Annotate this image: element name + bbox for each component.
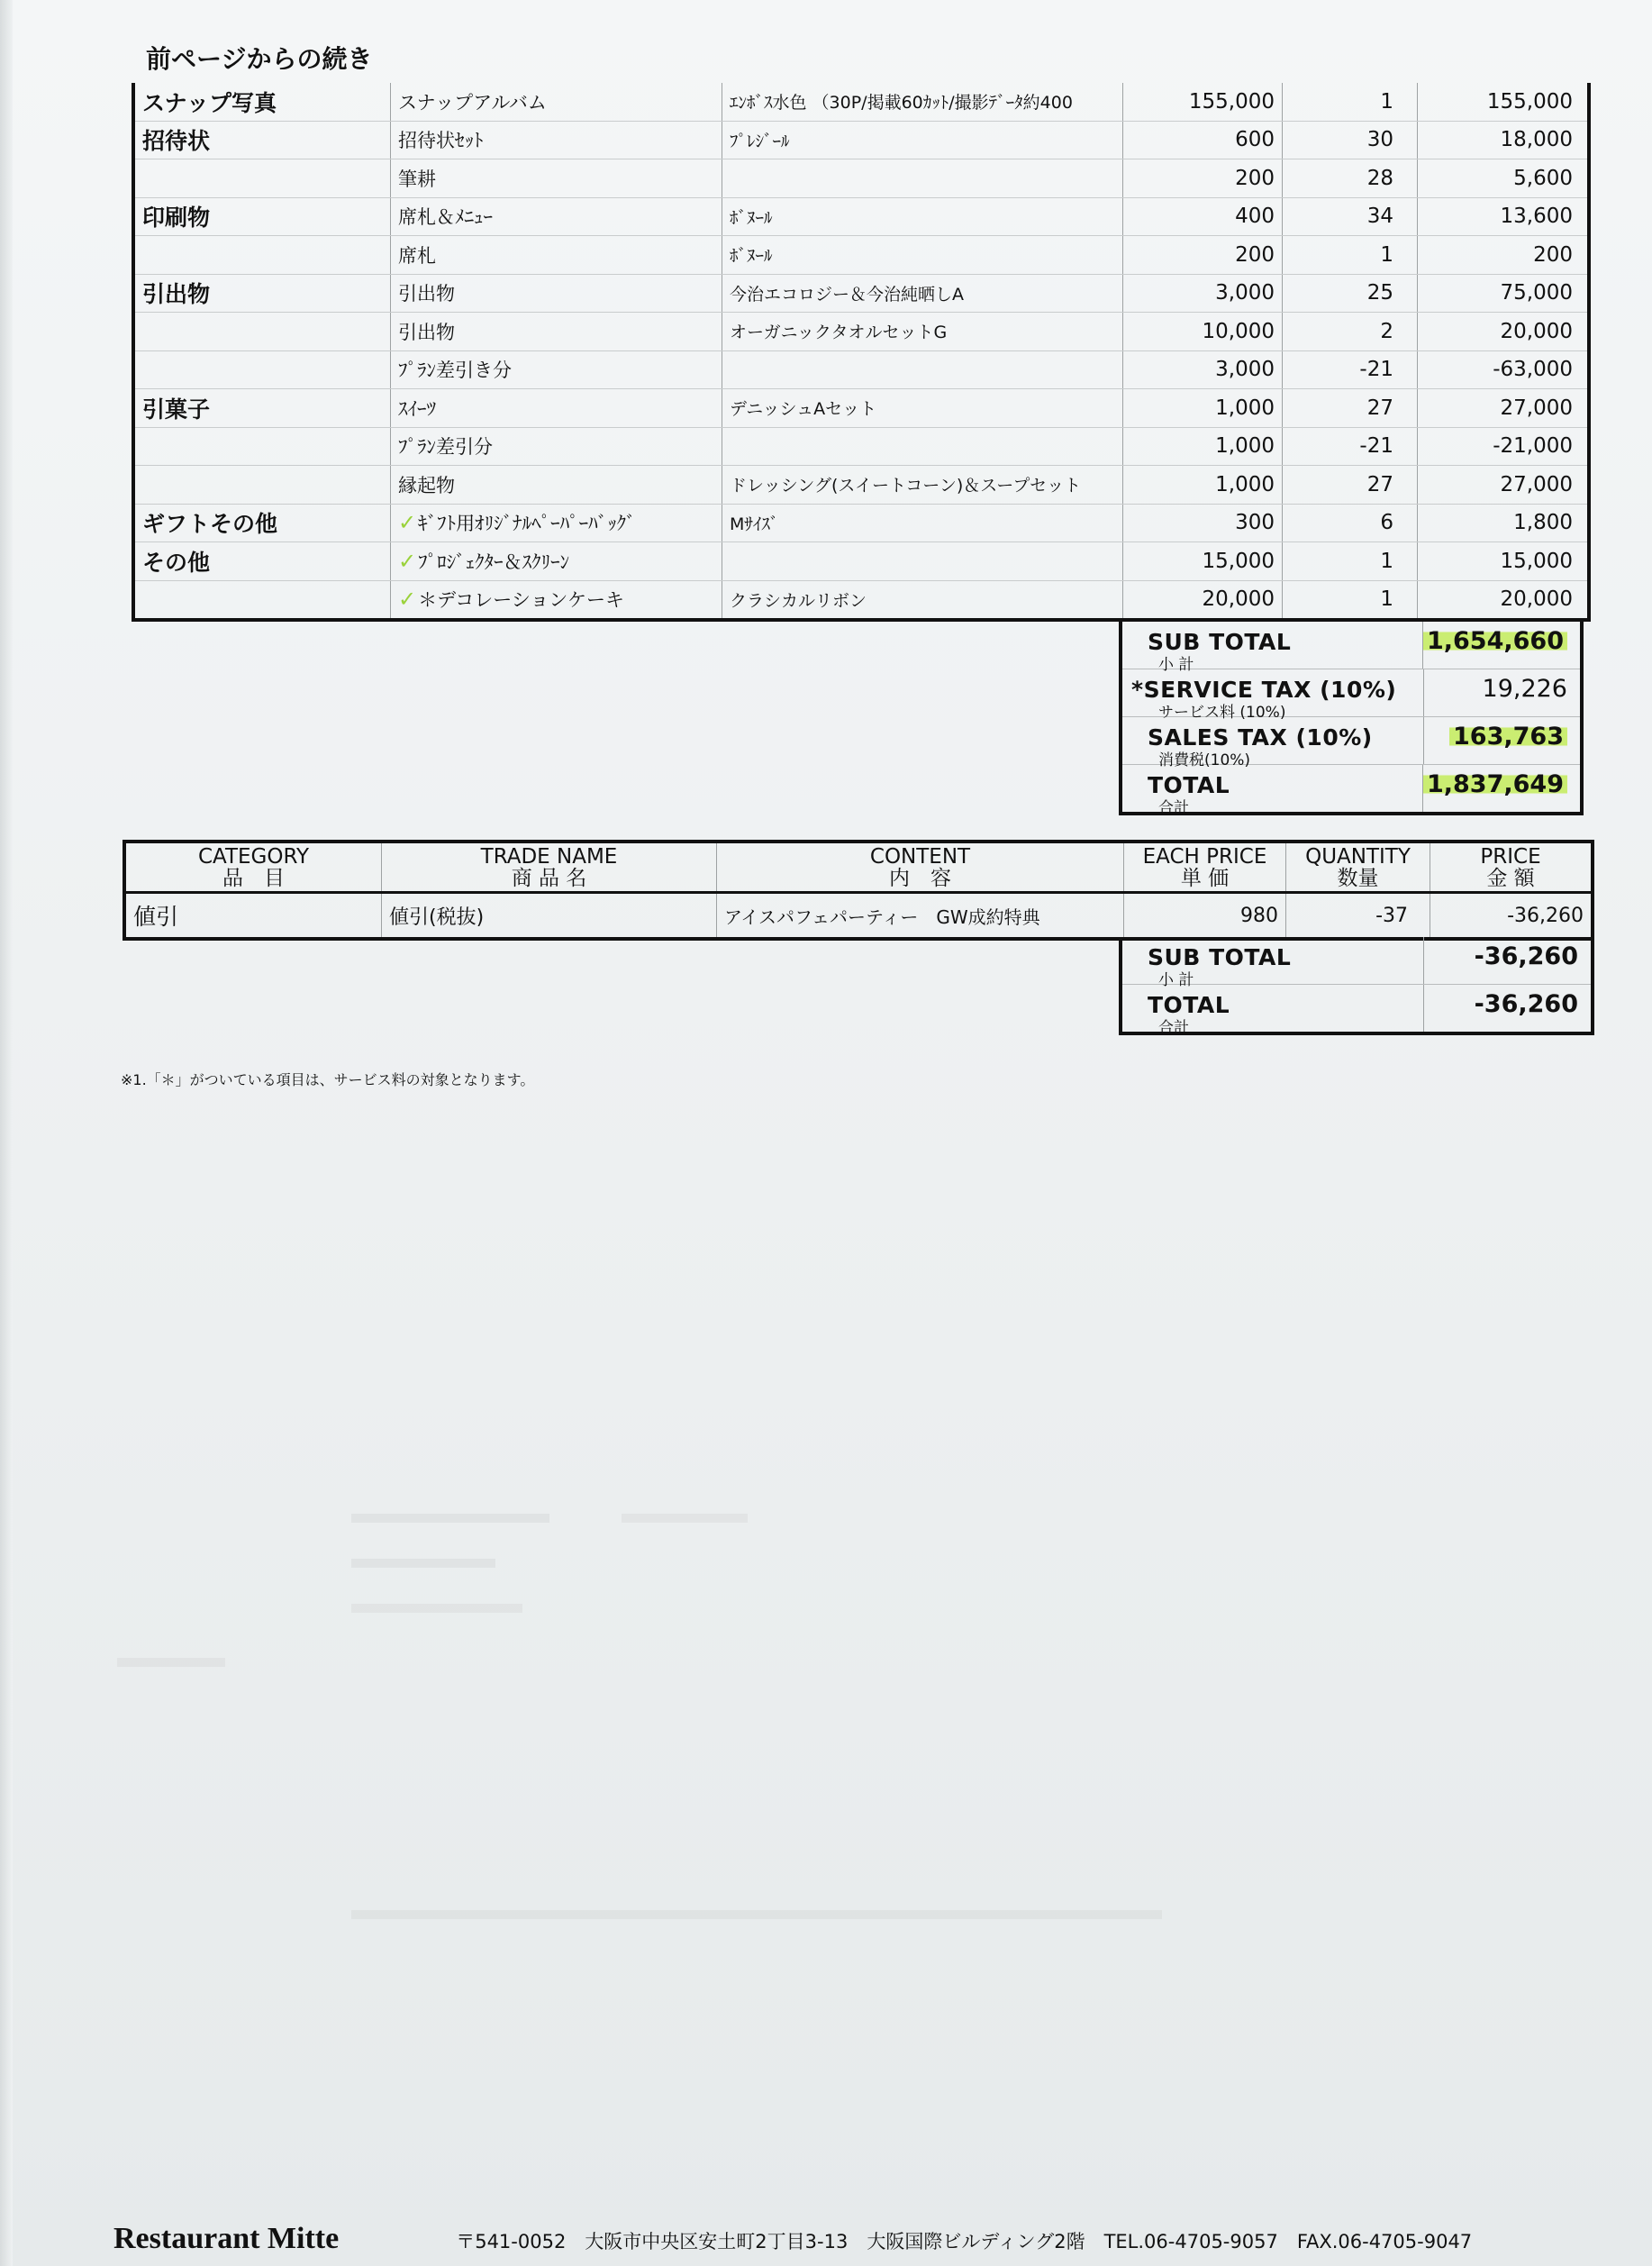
total-row: [1122, 765, 1580, 817]
item-trade-name: ＊デコレーションケーキ: [418, 589, 625, 612]
item-unit-price: 10,000: [1202, 319, 1275, 343]
item-unit-price: 200: [1235, 166, 1275, 190]
header-each-price-jp: 単 価: [1180, 867, 1230, 890]
header-price: PRICE: [1480, 845, 1541, 869]
item-quantity: 28: [1366, 166, 1393, 190]
item-content: ドレッシング(スイートコーン)＆スープセット: [730, 476, 1082, 496]
item-row: [135, 313, 1587, 351]
item-unit-price: 1,000: [1215, 472, 1275, 496]
restaurant-brand: Restaurant Mitte: [113, 2222, 340, 2255]
header-content-jp: 内 容: [889, 867, 951, 890]
item-trade-name: 引出物: [398, 283, 455, 305]
item-category: 引菓子: [142, 396, 211, 423]
footer: [113, 2222, 1573, 2256]
item-row: [135, 236, 1587, 275]
subtotal-row: [1122, 622, 1580, 674]
subtotal-label-jp: 小 計: [1158, 656, 1194, 674]
discount-total-label-jp: 合計: [1158, 1019, 1189, 1037]
item-category: スナップ写真: [142, 89, 277, 116]
service-charge-note: ※1.「＊」がついている項目は、サービス料の対象となります。: [121, 1071, 535, 1088]
item-content: クラシカルリボン: [730, 590, 867, 611]
item-quantity: 1: [1380, 89, 1393, 114]
item-amount: 27,000: [1500, 396, 1573, 420]
restaurant-address: 〒541-0052 大阪市中央区安土町2丁目3-13 大阪国際ビルディング2階 TEL.06-4705-9057 FAX.06-4705-9047: [456, 2231, 1473, 2252]
discount-row: [126, 894, 1591, 937]
item-row: [135, 581, 1587, 619]
discount-table: [123, 840, 1594, 941]
check-mark-icon: ✓: [398, 548, 417, 574]
discount-quantity: -37: [1286, 894, 1430, 937]
item-row: [135, 198, 1587, 237]
item-amount: 75,000: [1500, 281, 1573, 305]
item-row: [135, 466, 1587, 505]
item-amount: -63,000: [1493, 358, 1573, 382]
discount-price: -36,260: [1507, 904, 1584, 927]
item-trade-name: 招待状ｾｯﾄ: [398, 130, 484, 152]
item-quantity: -21: [1359, 358, 1393, 382]
item-trade-name: ﾌﾟﾗﾝ差引分: [398, 436, 493, 459]
page-edge: [0, 0, 13, 2266]
header-quantity-jp: 数量: [1337, 867, 1379, 890]
item-content: ﾎﾞﾇｰﾙ: [730, 246, 773, 267]
totals-box-discount: [1119, 937, 1594, 1035]
item-row: [135, 428, 1587, 467]
item-quantity: 2: [1380, 319, 1393, 343]
item-category: 引出物: [142, 281, 211, 308]
totals-box-main: [1119, 622, 1584, 815]
item-trade-name: 席札: [398, 244, 436, 267]
item-row: [135, 122, 1587, 160]
item-row: [135, 83, 1587, 122]
item-amount: 18,000: [1500, 128, 1573, 152]
item-quantity: 6: [1380, 511, 1393, 535]
sales-tax-label-jp: 消費税(10%): [1158, 751, 1251, 769]
item-content: ﾎﾞﾇｰﾙ: [730, 207, 773, 228]
item-amount: 200: [1533, 242, 1573, 267]
items-table: [132, 83, 1591, 622]
item-row: [135, 505, 1587, 543]
item-amount: 13,600: [1500, 205, 1573, 229]
item-quantity: 25: [1366, 281, 1393, 305]
subtotal-value: 1,654,660: [1423, 627, 1567, 655]
item-amount: 1,800: [1513, 511, 1573, 535]
item-unit-price: 600: [1235, 128, 1275, 152]
item-amount: 5,600: [1513, 166, 1573, 190]
header-content: CONTENT: [869, 845, 971, 869]
item-amount: 27,000: [1500, 472, 1573, 496]
page-heading: 前ページからの続き: [146, 44, 373, 74]
subtotal-label: SUB TOTAL: [1148, 629, 1292, 655]
item-unit-price: 400: [1235, 205, 1275, 229]
item-unit-price: 1,000: [1215, 434, 1275, 459]
item-row: [135, 275, 1587, 314]
service-tax-row: [1122, 669, 1580, 722]
item-quantity: 1: [1380, 549, 1393, 573]
discount-category: 値引: [126, 894, 382, 937]
bleed-through-shadow: [81, 1406, 1558, 1982]
item-trade-name: 筆耕: [398, 168, 436, 190]
total-label: TOTAL: [1148, 772, 1230, 798]
discount-total-label: TOTAL: [1148, 992, 1230, 1018]
item-category: 印刷物: [142, 205, 211, 232]
item-amount: -21,000: [1493, 434, 1573, 459]
item-trade-name: スナップアルバム: [398, 91, 547, 114]
discount-total-value: -36,260: [1474, 990, 1578, 1018]
item-unit-price: 300: [1235, 511, 1275, 535]
item-quantity: 1: [1380, 587, 1393, 612]
item-quantity: -21: [1359, 434, 1393, 459]
header-trade-name-jp: 商 品 名: [511, 867, 587, 890]
item-content: Mｻｲｽﾞ: [730, 514, 779, 534]
total-label-jp: 合計: [1158, 799, 1189, 817]
item-row: [135, 159, 1587, 198]
discount-subtotal-label: SUB TOTAL: [1148, 944, 1292, 970]
discount-table-header: [126, 843, 1591, 894]
item-amount: 20,000: [1500, 319, 1573, 343]
header-each-price: EACH PRICE: [1142, 845, 1267, 869]
item-amount: 15,000: [1500, 549, 1573, 573]
item-unit-price: 155,000: [1188, 89, 1275, 114]
item-category: その他: [142, 549, 211, 576]
header-category-jp: 品 目: [222, 867, 285, 890]
item-trade-name: ｽｲｰﾂ: [398, 397, 436, 420]
discount-content: アイスパフェパーティー GW成約特典: [717, 894, 1124, 937]
item-content: デニッシュAセット: [730, 399, 877, 420]
item-row: [135, 389, 1587, 428]
sales-tax-row: [1122, 717, 1580, 769]
item-trade-name: 席札＆ﾒﾆｭｰ: [398, 206, 493, 229]
discount-each-price: 980: [1124, 894, 1286, 937]
sales-tax-label: SALES TAX (10%): [1148, 724, 1373, 751]
item-quantity: 27: [1366, 396, 1393, 420]
item-content: 今治エコロジー＆今治純晒しA: [730, 284, 964, 305]
item-quantity: 34: [1366, 205, 1393, 229]
total-value: 1,837,649: [1423, 770, 1567, 798]
item-category: 招待状: [142, 128, 211, 155]
item-trade-name: 引出物: [398, 321, 455, 343]
discount-trade-name: 値引(税抜): [382, 894, 717, 937]
service-tax-value: 19,226: [1482, 675, 1567, 703]
item-trade-name: ﾌﾟﾗﾝ差引き分: [398, 359, 512, 382]
item-unit-price: 1,000: [1215, 396, 1275, 420]
item-row: [135, 542, 1587, 581]
discount-total-row: [1122, 985, 1591, 1037]
sales-tax-value: 163,763: [1449, 723, 1567, 751]
item-amount: 20,000: [1500, 587, 1573, 612]
item-trade-name: ﾌﾟﾛｼﾞｪｸﾀｰ＆ｽｸﾘｰﾝ: [418, 551, 570, 573]
discount-subtotal-value: -36,260: [1474, 942, 1578, 970]
item-quantity: 27: [1366, 472, 1393, 496]
discount-subtotal-row: [1122, 937, 1591, 989]
header-quantity: QUANTITY: [1305, 845, 1411, 869]
item-trade-name: 縁起物: [398, 474, 455, 496]
item-unit-price: 20,000: [1202, 587, 1275, 612]
item-quantity: 1: [1380, 242, 1393, 267]
discount-subtotal-label-jp: 小 計: [1158, 971, 1194, 989]
item-content: オーガニックタオルセットG: [730, 323, 948, 343]
item-quantity: 30: [1366, 128, 1393, 152]
item-trade-name: ｷﾞﾌﾄ用ｵﾘｼﾞﾅﾙﾍﾟｰﾊﾟｰﾊﾞｯｸﾞ: [418, 513, 636, 535]
check-mark-icon: ✓: [398, 587, 417, 613]
item-category: ギフトその他: [142, 511, 278, 538]
header-trade-name: TRADE NAME: [480, 845, 618, 869]
item-unit-price: 200: [1235, 242, 1275, 267]
item-row: [135, 351, 1587, 390]
item-content: ﾌﾟﾚｼﾞｰﾙ: [730, 131, 790, 151]
item-amount: 155,000: [1486, 89, 1573, 114]
service-tax-label-jp: サービス料 (10%): [1158, 704, 1286, 722]
item-unit-price: 3,000: [1215, 281, 1275, 305]
item-content: ｴﾝﾎﾞｽ水色 （30P/掲載60ｶｯﾄ/撮影ﾃﾞｰﾀ約400: [730, 93, 1073, 114]
header-price-jp: 金 額: [1486, 867, 1535, 890]
item-unit-price: 15,000: [1202, 549, 1275, 573]
service-tax-label: *SERVICE TAX (10%): [1131, 677, 1397, 703]
header-category: CATEGORY: [197, 845, 310, 869]
item-unit-price: 3,000: [1215, 358, 1275, 382]
check-mark-icon: ✓: [398, 510, 417, 536]
